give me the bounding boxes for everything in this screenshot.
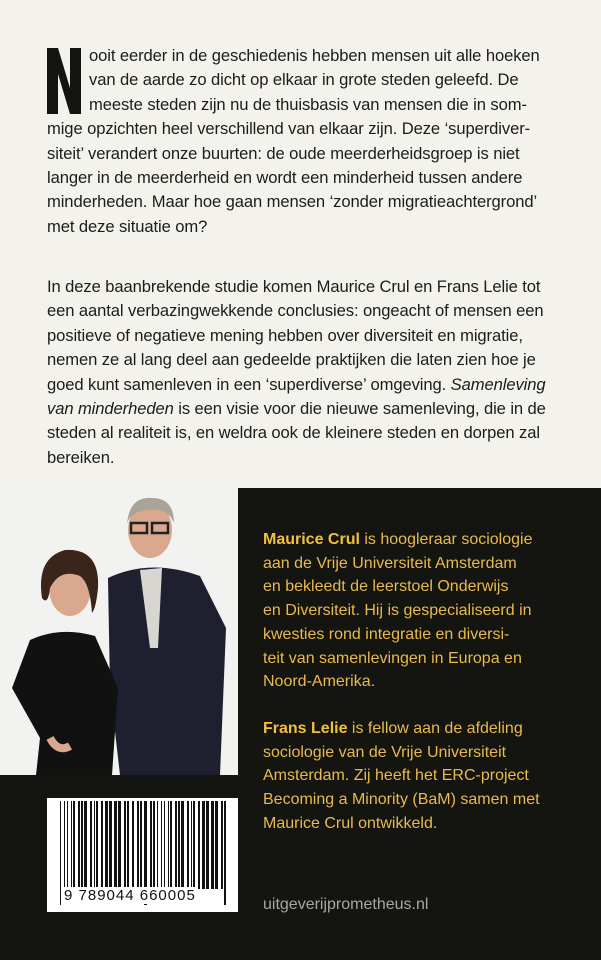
text-line: nemen ze al lang deel aan gedeelde praktijken die laten zien hoe je bbox=[47, 350, 536, 370]
barcode-bar bbox=[175, 801, 177, 889]
text-line bbox=[263, 717, 540, 741]
text-segment: is hoogleraar sociologie bbox=[359, 531, 533, 548]
barcode-bar bbox=[105, 801, 108, 889]
barcode-bar bbox=[178, 801, 180, 889]
barcode-bar bbox=[140, 801, 142, 889]
barcode-bar bbox=[64, 801, 65, 889]
text-line: teit van samenlevingen in Europa en bbox=[263, 649, 522, 667]
barcode-bar bbox=[211, 801, 214, 889]
text-segment: is fellow aan de afdeling bbox=[347, 720, 523, 737]
barcode-bar bbox=[137, 801, 139, 889]
barcode-bar bbox=[84, 801, 87, 889]
text-line: meeste steden zijn nu de thuisbasis van mensen die in som- bbox=[89, 94, 527, 114]
text-line: Noord-Amerika. bbox=[263, 673, 376, 691]
barcode-bar bbox=[78, 801, 80, 889]
barcode-bar bbox=[124, 801, 126, 889]
barcode-bar bbox=[193, 801, 195, 889]
book-title: Samenleving bbox=[450, 374, 546, 394]
book-title: van minderheden bbox=[47, 399, 174, 419]
text-line: langer in de meerderheid en wordt een minderheid tussen andere bbox=[47, 168, 523, 188]
barcode-bar bbox=[157, 801, 158, 889]
barcode-bar bbox=[73, 801, 75, 889]
text-line bbox=[47, 397, 546, 421]
blurb-paragraph-1 bbox=[47, 44, 540, 239]
barcode-bar bbox=[191, 801, 192, 889]
barcode-bar bbox=[206, 801, 209, 889]
text-line: bereiken. bbox=[47, 447, 115, 467]
text-segment: is een visie voor die nieuwe samenleving, die in de bbox=[173, 399, 546, 419]
text-segment: goed kunt samenleven in een ‘superdiverse’ omgeving. bbox=[47, 374, 447, 394]
publisher-url[interactable]: uitgeverijprometheus.nl bbox=[263, 896, 429, 913]
isbn-number: 9 789044 660005 bbox=[64, 887, 196, 904]
barcode-bar bbox=[71, 801, 72, 889]
barcode-bar bbox=[181, 801, 184, 889]
barcode-bar bbox=[161, 801, 162, 889]
text-line: steden al realiteit is, en weldra ook de kleinere steden en dorpen zal bbox=[47, 423, 540, 443]
blurb-paragraph-2 bbox=[47, 275, 546, 470]
barcode-bar bbox=[132, 801, 134, 889]
author-name: Maurice Crul bbox=[263, 531, 360, 548]
author-photo bbox=[0, 488, 238, 775]
barcode-bar bbox=[96, 801, 98, 889]
text-line: en bekleedt de leerstoel Onderwijs bbox=[263, 578, 509, 596]
barcode-bar bbox=[127, 801, 129, 889]
barcode-bar bbox=[224, 801, 226, 905]
text-line bbox=[47, 373, 546, 397]
barcode-bar bbox=[202, 801, 205, 889]
barcode-bar bbox=[81, 801, 83, 889]
text-line: ooit eerder in de geschiedenis hebben mensen uit alle hoeken bbox=[89, 46, 540, 65]
barcode-bar bbox=[198, 801, 200, 889]
text-line: minderheden. Maar hoe gaan mensen ‘zonder migratieachtergrond’ bbox=[47, 192, 538, 212]
text-line: Maurice Crul ontwikkeld. bbox=[263, 814, 438, 832]
barcode-bar bbox=[221, 801, 223, 889]
text-line: een aantal verbazingwekkende conclusies: ongeacht of mensen een bbox=[47, 301, 544, 321]
barcode-bar bbox=[67, 801, 68, 889]
barcode-bar bbox=[153, 801, 155, 889]
barcode-bar bbox=[170, 801, 172, 889]
text-line: kwesties rond integratie en diversi- bbox=[263, 625, 510, 643]
barcode-bar bbox=[168, 801, 169, 889]
text-line: siteit’ verandert onze buurten: de oude meerderheidsgroep is niet bbox=[47, 143, 520, 163]
barcode-bar bbox=[118, 801, 121, 889]
barcode-bar bbox=[187, 801, 189, 889]
text-line: aan de Vrije Universiteit Amsterdam bbox=[263, 554, 517, 572]
barcode-bar bbox=[90, 801, 92, 889]
text-line: mige opzichten heel verschillend van elkaar zijn. Deze ‘superdiver- bbox=[47, 119, 531, 139]
text-line: van de aarde zo dicht op elkaar in grote steden geleefd. De bbox=[89, 70, 519, 90]
author-name: Frans Lelie bbox=[263, 720, 348, 737]
text-line: positieve of negatieve mening hebben over diversiteit en migratie, bbox=[47, 325, 523, 345]
text-line: sociologie van de Vrije Universiteit bbox=[263, 743, 507, 761]
bio-frans-lelie bbox=[263, 717, 540, 836]
barcode-bar bbox=[114, 801, 117, 889]
text-line: met deze situatie om? bbox=[47, 216, 208, 236]
barcode-bar bbox=[101, 801, 103, 889]
barcode-bar bbox=[150, 801, 152, 889]
barcode-bar bbox=[164, 801, 165, 889]
barcode-bar bbox=[109, 801, 112, 889]
bio-maurice-crul bbox=[263, 528, 532, 694]
barcode-bar bbox=[94, 801, 95, 889]
barcode-bar bbox=[60, 801, 61, 905]
text-line: In deze baanbrekende studie komen Maurice Crul en Frans Lelie tot bbox=[47, 277, 541, 296]
barcode bbox=[47, 798, 238, 912]
text-line: Amsterdam. Zij heeft het ERC-project bbox=[263, 767, 529, 785]
text-line: en Diversiteit. Hij is gespecialiseerd in bbox=[263, 602, 532, 620]
text-line: Becoming a Minority (BaM) samen met bbox=[263, 791, 540, 809]
text-line bbox=[263, 528, 532, 552]
barcode-bar bbox=[215, 801, 218, 889]
